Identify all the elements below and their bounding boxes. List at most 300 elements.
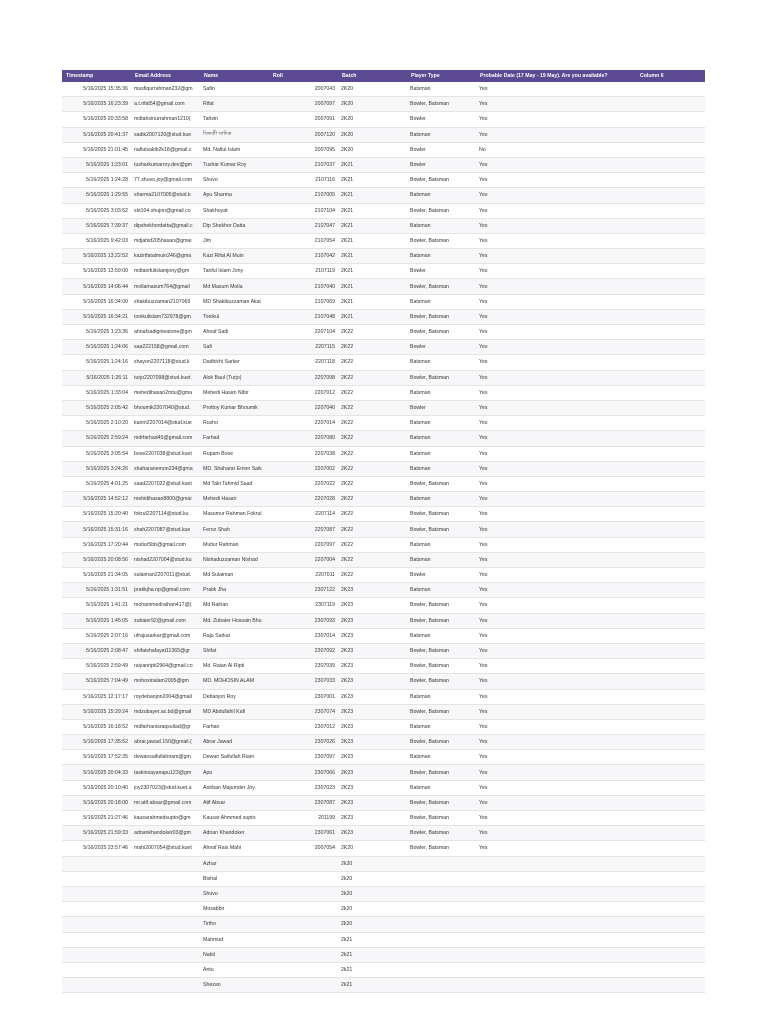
timestamp-cell: 5/16/2025 16:18:52	[62, 719, 131, 734]
batch-cell: 2K22	[338, 568, 407, 583]
batch-cell: 2K22	[338, 385, 407, 400]
player-type-cell: Bowler	[407, 264, 476, 279]
timestamp-cell: 5/16/2025 16:23:39	[62, 97, 131, 112]
timestamp-cell: 5/16/2025 13:59:00	[62, 264, 131, 279]
roll-cell: 2307093	[269, 613, 338, 628]
roll-cell	[269, 917, 338, 932]
batch-cell: 2K20	[338, 127, 407, 142]
email-cell: mohammedraihan417@(	[131, 598, 200, 613]
roll-cell: 2107119	[269, 264, 338, 279]
timestamp-cell: 5/16/2025 14:06:44	[62, 279, 131, 294]
roll-cell: 2007043	[269, 82, 338, 97]
column-6-cell	[636, 735, 705, 750]
timestamp-cell: 5/16/2025 15:35:36	[62, 82, 131, 97]
player-type-cell	[407, 962, 476, 977]
batch-cell: 2K22	[338, 340, 407, 355]
availability-cell: Yes	[476, 765, 636, 780]
table-row	[62, 249, 705, 264]
roll-cell: 2307033	[269, 674, 338, 689]
availability-cell: Yes	[476, 279, 636, 294]
timestamp-cell: 5/16/2025 16:34:21	[62, 309, 131, 324]
column-6-cell	[636, 97, 705, 112]
batch-cell: 2K21	[338, 294, 407, 309]
column-6-cell	[636, 689, 705, 704]
name-cell: MD. MOHOSIN ALAM	[200, 674, 269, 689]
timestamp-cell: 5/16/2025 1:23:01	[62, 157, 131, 172]
email-cell: mahi2007054@stud.kuet	[131, 841, 200, 856]
column-6-cell	[636, 446, 705, 461]
timestamp-cell: 5/16/2025 1:26:11	[62, 370, 131, 385]
player-type-cell: Bowler, Batsman	[407, 826, 476, 841]
player-type-cell: Bowler, Batsman	[407, 507, 476, 522]
player-type-cell	[407, 932, 476, 947]
name-cell: MD Abdullahil Kafi	[200, 704, 269, 719]
batch-cell: 2K23	[338, 780, 407, 795]
player-type-cell	[407, 917, 476, 932]
column-6-cell	[636, 340, 705, 355]
batch-cell: 2k21	[338, 932, 407, 947]
column-6-cell	[636, 173, 705, 188]
email-cell: adnankhandoker03@gm	[131, 826, 200, 841]
batch-cell: 2K21	[338, 188, 407, 203]
table-row	[62, 704, 705, 719]
table-row	[62, 962, 705, 977]
roll-cell: 201199	[269, 811, 338, 826]
roll-cell: 2307074	[269, 704, 338, 719]
availability-cell: Yes	[476, 492, 636, 507]
email-cell	[131, 886, 200, 901]
player-type-cell	[407, 856, 476, 871]
roll-cell: 2207115	[269, 340, 338, 355]
availability-cell: Yes	[476, 173, 636, 188]
name-cell: Safin	[200, 82, 269, 97]
name-cell: Anirban Majumder Joy	[200, 780, 269, 795]
batch-cell: 2K21	[338, 218, 407, 233]
timestamp-cell	[62, 856, 131, 871]
roll-cell: 2207104	[269, 325, 338, 340]
availability-cell: Yes	[476, 598, 636, 613]
availability-cell: Yes	[476, 325, 636, 340]
column-6-cell	[636, 659, 705, 674]
roll-cell: 2207028	[269, 492, 338, 507]
timestamp-cell: 5/16/2025 20:08:56	[62, 552, 131, 567]
player-type-cell: Batsman	[407, 552, 476, 567]
email-cell: bhoumik2207040@stud.	[131, 400, 200, 415]
email-cell	[131, 932, 200, 947]
timestamp-cell: 5/16/2025 20:18:00	[62, 795, 131, 810]
timestamp-cell: 5/16/2025 15:20:40	[62, 507, 131, 522]
timestamp-cell: 5/16/2025 1:41:21	[62, 598, 131, 613]
column-6-cell	[636, 507, 705, 522]
email-cell	[131, 871, 200, 886]
name-cell: Mehedi Hasan Nibir	[200, 385, 269, 400]
batch-cell: 2k20	[338, 886, 407, 901]
column-6-cell	[636, 552, 705, 567]
email-cell: dewansaifullahriam@gm	[131, 750, 200, 765]
timestamp-cell: 5/16/2025 1:31:51	[62, 583, 131, 598]
column-6-cell	[636, 188, 705, 203]
availability-cell	[476, 871, 636, 886]
email-cell: karim2207014@stud.kue	[131, 416, 200, 431]
column-6-cell	[636, 233, 705, 248]
roll-cell: 2007091	[269, 112, 338, 127]
timestamp-cell: 5/16/2025 3:24:26	[62, 461, 131, 476]
table-row	[62, 841, 705, 856]
column-6-cell	[636, 704, 705, 719]
table-row	[62, 583, 705, 598]
timestamp-cell: 5/16/2025 17:20:44	[62, 537, 131, 552]
batch-cell: 2K22	[338, 507, 407, 522]
table-row	[62, 112, 705, 127]
email-cell: joy2307023@stud.kuet.a	[131, 780, 200, 795]
batch-cell: 2K23	[338, 811, 407, 826]
table-row	[62, 507, 705, 522]
column-6-cell	[636, 203, 705, 218]
timestamp-cell: 5/16/2025 2:10:20	[62, 416, 131, 431]
email-cell	[131, 978, 200, 993]
availability-cell: Yes	[476, 628, 636, 643]
name-cell: Md. Zubaier Hossain Bhu	[200, 613, 269, 628]
name-cell: MD Shakibuzzaman Akai	[200, 294, 269, 309]
table-row	[62, 765, 705, 780]
email-cell: abrar.jawad.150@gmail.(	[131, 735, 200, 750]
roll-cell: 2307001	[269, 689, 338, 704]
availability-cell: Yes	[476, 507, 636, 522]
name-cell: Shakhoyat	[200, 203, 269, 218]
roll-cell	[269, 856, 338, 871]
batch-cell: 2K22	[338, 416, 407, 431]
player-type-cell	[407, 902, 476, 917]
player-type-cell: Bowler, Batsman	[407, 765, 476, 780]
availability-cell: Yes	[476, 218, 636, 233]
timestamp-cell: 5/16/2025 2:07:16	[62, 628, 131, 643]
availability-cell: Yes	[476, 203, 636, 218]
availability-cell: Yes	[476, 82, 636, 97]
header-email: Email Address	[131, 70, 200, 82]
availability-cell	[476, 947, 636, 962]
player-type-cell: Bowler, Batsman	[407, 233, 476, 248]
table-row	[62, 492, 705, 507]
player-type-cell: Bowler, Batsman	[407, 598, 476, 613]
roll-cell: 2307122	[269, 583, 338, 598]
name-cell: Nishaduzzaman Nishad	[200, 552, 269, 567]
column-6-cell	[636, 568, 705, 583]
availability-cell: Yes	[476, 400, 636, 415]
roll-cell: 2207011	[269, 568, 338, 583]
table-row	[62, 142, 705, 157]
table-row	[62, 902, 705, 917]
name-cell: Shuvo	[200, 173, 269, 188]
roll-cell: 2307012	[269, 719, 338, 734]
column-6-cell	[636, 583, 705, 598]
name-cell: Abrar Jawad	[200, 735, 269, 750]
batch-cell: 2k21	[338, 978, 407, 993]
email-cell: kazirifatalmuin246@gma	[131, 249, 200, 264]
column-6-cell	[636, 765, 705, 780]
timestamp-cell: 5/16/2025 7:04:49	[62, 674, 131, 689]
batch-cell: 2K23	[338, 674, 407, 689]
table-row	[62, 947, 705, 962]
player-type-cell: Bowler	[407, 400, 476, 415]
roll-cell: 2307061	[269, 826, 338, 841]
batch-cell: 2K22	[338, 552, 407, 567]
column-6-cell	[636, 309, 705, 324]
batch-cell: 2K23	[338, 628, 407, 643]
availability-cell: Yes	[476, 674, 636, 689]
player-type-cell: Bowler	[407, 157, 476, 172]
batch-cell: 2k20	[338, 856, 407, 871]
roll-cell: 2307039	[269, 659, 338, 674]
availability-cell	[476, 962, 636, 977]
availability-cell: Yes	[476, 355, 636, 370]
column-6-cell	[636, 325, 705, 340]
name-cell: Tanful Islam Jony	[200, 264, 269, 279]
email-cell: ahnafsadignieatone@gm	[131, 325, 200, 340]
timestamp-cell: 5/16/2025 16:34:00	[62, 294, 131, 309]
header-row	[62, 70, 705, 82]
name-cell: Md Sulaiman	[200, 568, 269, 583]
column-6-cell	[636, 841, 705, 856]
table-row	[62, 400, 705, 415]
availability-cell: Yes	[476, 385, 636, 400]
timestamp-cell: 5/16/2025 2:59:49	[62, 659, 131, 674]
column-6-cell	[636, 157, 705, 172]
table-row	[62, 157, 705, 172]
timestamp-cell: 5/16/2025 7:39:37	[62, 218, 131, 233]
table-row	[62, 795, 705, 810]
table-row	[62, 97, 705, 112]
name-cell: Md. Nafiul Islam	[200, 142, 269, 157]
email-cell: fokrul2207114@stud.ku	[131, 507, 200, 522]
name-cell: Farhan	[200, 719, 269, 734]
roll-cell: 2207040	[269, 400, 338, 415]
table-row	[62, 719, 705, 734]
timestamp-cell: 5/16/2025 15:29:24	[62, 704, 131, 719]
timestamp-cell: 5/16/2025 21:34:05	[62, 568, 131, 583]
availability-cell: Yes	[476, 780, 636, 795]
name-cell: Apu Sharma	[200, 188, 269, 203]
email-cell: dipshekhordatta@gmail.c	[131, 218, 200, 233]
player-type-cell: Batsman	[407, 82, 476, 97]
player-type-cell: Bowler, Batsman	[407, 309, 476, 324]
table-row	[62, 537, 705, 552]
name-cell: Dewan Saifullah Riam	[200, 750, 269, 765]
column-6-cell	[636, 917, 705, 932]
table-row	[62, 826, 705, 841]
email-cell: 77.shuvo.joy@gmail.com	[131, 173, 200, 188]
email-cell: nishad2207004@stud.ku	[131, 552, 200, 567]
availability-cell: Yes	[476, 522, 636, 537]
player-type-cell	[407, 947, 476, 962]
header-player-type: Player Type	[407, 70, 476, 82]
column-6-cell	[636, 674, 705, 689]
column-6-cell	[636, 476, 705, 491]
column-6-cell	[636, 370, 705, 385]
availability-cell: Yes	[476, 841, 636, 856]
name-cell: Shezan	[200, 978, 269, 993]
column-6-cell	[636, 82, 705, 97]
player-type-cell: Bowler	[407, 112, 476, 127]
email-cell: mdtahsinurrahman1210(	[131, 112, 200, 127]
player-type-cell: Bowler, Batsman	[407, 203, 476, 218]
email-cell: mdrfarhad45@gmail.com	[131, 431, 200, 446]
roll-cell: 2307119	[269, 598, 338, 613]
timestamp-cell	[62, 978, 131, 993]
timestamp-cell: 5/16/2025 12:17:17	[62, 689, 131, 704]
availability-cell: Yes	[476, 704, 636, 719]
name-cell: Kausar Ahmmed supto	[200, 811, 269, 826]
player-type-cell	[407, 871, 476, 886]
email-cell	[131, 856, 200, 871]
timestamp-cell: 5/16/2025 2:59:24	[62, 431, 131, 446]
availability-cell: No	[476, 142, 636, 157]
availability-cell: Yes	[476, 719, 636, 734]
availability-cell	[476, 902, 636, 917]
roll-cell: 2307023	[269, 780, 338, 795]
batch-cell: 2K23	[338, 735, 407, 750]
table-row	[62, 552, 705, 567]
roll-cell: 2007097	[269, 97, 338, 112]
table-row	[62, 218, 705, 233]
table-row	[62, 932, 705, 947]
batch-cell: 2K23	[338, 826, 407, 841]
availability-cell: Yes	[476, 188, 636, 203]
table-row	[62, 476, 705, 491]
player-type-cell	[407, 886, 476, 901]
batch-cell: 2K22	[338, 431, 407, 446]
table-row	[62, 446, 705, 461]
player-type-cell: Batsman	[407, 780, 476, 795]
timestamp-cell: 5/16/2025 1:45:05	[62, 613, 131, 628]
player-type-cell: Bowler, Batsman	[407, 97, 476, 112]
table-row	[62, 750, 705, 765]
batch-cell: 2K23	[338, 643, 407, 658]
batch-cell: 2K21	[338, 249, 407, 264]
table-row	[62, 325, 705, 340]
name-cell: Shifat	[200, 643, 269, 658]
player-type-cell: Batsman	[407, 583, 476, 598]
name-cell: Atif Absar	[200, 795, 269, 810]
player-type-cell: Bowler	[407, 568, 476, 583]
batch-cell: 2k20	[338, 871, 407, 886]
column-6-cell	[636, 780, 705, 795]
player-type-cell: Bowler	[407, 142, 476, 157]
roll-cell	[269, 902, 338, 917]
roll-cell: 2107048	[269, 309, 338, 324]
roll-cell: 2207118	[269, 355, 338, 370]
player-type-cell: Bowler, Batsman	[407, 659, 476, 674]
batch-cell: 2K20	[338, 97, 407, 112]
player-type-cell: Batsman	[407, 446, 476, 461]
email-cell: tusharkumarroy.dev@gm	[131, 157, 200, 172]
availability-cell: Yes	[476, 537, 636, 552]
timestamp-cell: 5/16/2025 1:33:04	[62, 385, 131, 400]
player-type-cell: Bowler, Batsman	[407, 279, 476, 294]
batch-cell: 2K22	[338, 461, 407, 476]
email-cell	[131, 947, 200, 962]
name-cell: Feroz Shah	[200, 522, 269, 537]
availability-cell: Yes	[476, 476, 636, 491]
roll-cell: 2207012	[269, 385, 338, 400]
player-type-cell: Bowler, Batsman	[407, 173, 476, 188]
timestamp-cell	[62, 962, 131, 977]
roll-cell: 2307087	[269, 795, 338, 810]
batch-cell: 2K23	[338, 795, 407, 810]
email-cell: sulaiman2207011@stud.	[131, 568, 200, 583]
batch-cell: 2K22	[338, 400, 407, 415]
timestamp-cell: 5/16/2025 2:08:47	[62, 643, 131, 658]
timestamp-cell	[62, 947, 131, 962]
name-cell: Antu	[200, 962, 269, 977]
table-row	[62, 279, 705, 294]
table-body	[62, 82, 705, 993]
roll-cell	[269, 962, 338, 977]
responses-table	[62, 70, 705, 993]
header-availability: Probable Date (17 May - 19 May). Are you available?	[476, 70, 636, 82]
availability-cell: Yes	[476, 750, 636, 765]
batch-cell: 2K22	[338, 476, 407, 491]
roll-cell	[269, 978, 338, 993]
timestamp-cell	[62, 902, 131, 917]
timestamp-cell	[62, 917, 131, 932]
header-timestamp: Timestamp	[62, 70, 131, 82]
batch-cell: 2K22	[338, 446, 407, 461]
column-6-cell	[636, 522, 705, 537]
table-row	[62, 309, 705, 324]
name-cell: Rusho	[200, 416, 269, 431]
availability-cell: Yes	[476, 127, 636, 142]
batch-cell: 2K22	[338, 537, 407, 552]
table-row	[62, 886, 705, 901]
roll-cell: 2107037	[269, 157, 338, 172]
name-cell: MD. Shaharar Emon Saik	[200, 461, 269, 476]
availability-cell	[476, 856, 636, 871]
batch-cell: 2K23	[338, 719, 407, 734]
name-cell: Apu	[200, 765, 269, 780]
email-cell: pratikjha.np@gmail.com	[131, 583, 200, 598]
table-row	[62, 82, 705, 97]
email-cell: shaharanemon234@gma	[131, 461, 200, 476]
column-6-cell	[636, 142, 705, 157]
availability-cell	[476, 886, 636, 901]
table-row	[62, 385, 705, 400]
availability-cell: Yes	[476, 461, 636, 476]
email-cell: kausarahmedsupto@gm	[131, 811, 200, 826]
availability-cell: Yes	[476, 309, 636, 324]
table-row	[62, 416, 705, 431]
batch-cell: 2K23	[338, 613, 407, 628]
table-row	[62, 203, 705, 218]
email-cell: mohosinalam2005@gm	[131, 674, 200, 689]
table-row	[62, 568, 705, 583]
email-cell: tonikulislam732978@gm	[131, 309, 200, 324]
email-cell: zubaier92@gmail.com	[131, 613, 200, 628]
availability-cell: Yes	[476, 583, 636, 598]
player-type-cell: Batsman	[407, 461, 476, 476]
timestamp-cell: 5/16/2025 23:57:46	[62, 841, 131, 856]
name-cell: Dadhichi Sarker	[200, 355, 269, 370]
availability-cell: Yes	[476, 340, 636, 355]
timestamp-cell: 5/16/2025 4:01:25	[62, 476, 131, 491]
table-row	[62, 431, 705, 446]
table-row	[62, 173, 705, 188]
availability-cell: Yes	[476, 811, 636, 826]
table-row	[62, 780, 705, 795]
email-cell: a.t.rifat54@gmail.com	[131, 97, 200, 112]
table-row	[62, 355, 705, 370]
timestamp-cell: 5/16/2025 1:29:55	[62, 188, 131, 203]
column-6-cell	[636, 355, 705, 370]
